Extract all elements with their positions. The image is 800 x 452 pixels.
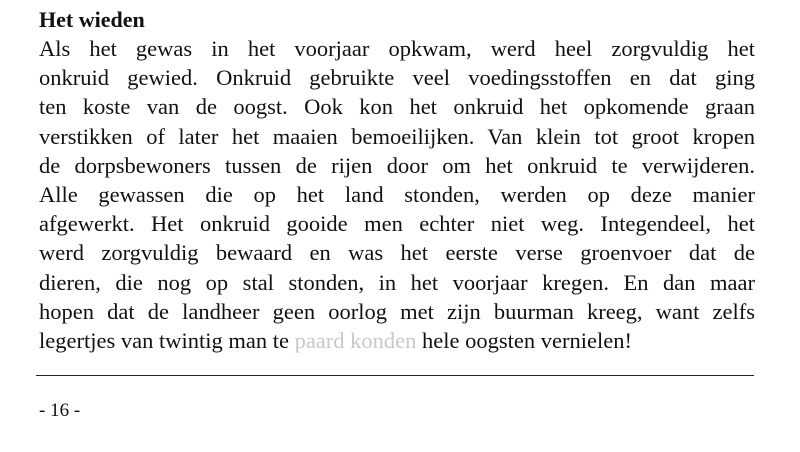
- last-line-start: legertjes van twintig man te: [39, 327, 295, 353]
- paragraph-line: Alle gewassen die op het land stonden, werden op deze manier: [39, 181, 755, 207]
- faded-text: paard konden: [294, 327, 417, 353]
- paragraph-line: afgewerkt. Het onkruid gooide men echter niet weg. Integendeel, het: [39, 211, 755, 237]
- body-paragraph: [39, 34, 755, 355]
- paragraph-line: verstikken of later het maaien bemoeilijken. Van klein tot groot kropen: [39, 123, 755, 149]
- page-number: - 16 -: [39, 400, 81, 421]
- paragraph-line: hopen dat de landheer geen oorlog met zijn buurman kreeg, want zelfs: [39, 298, 755, 324]
- horizontal-rule: [36, 375, 754, 376]
- paragraph-line: de dorpsbewoners tussen de rijen door om het onkruid te verwijderen.: [39, 152, 755, 178]
- paragraph-line: onkruid gewied. Onkruid gebruikte veel voedingsstoffen en dat ging: [39, 65, 755, 91]
- paragraph-line: ten koste van de oogst. Ook kon het onkruid het opkomende graan: [39, 94, 755, 120]
- section-heading: Het wieden: [39, 7, 145, 32]
- paragraph-last-line: [39, 326, 755, 355]
- paragraph-line: werd zorgvuldig bewaard en was het eerste verse groenvoer dat de: [39, 240, 755, 266]
- last-line-end: hele oogsten vernielen!: [416, 327, 632, 353]
- paragraph-line: dieren, die nog op stal stonden, in het voorjaar kregen. En dan maar: [39, 269, 755, 295]
- paragraph-line: Als het gewas in het voorjaar opkwam, werd heel zorgvuldig het: [39, 36, 755, 61]
